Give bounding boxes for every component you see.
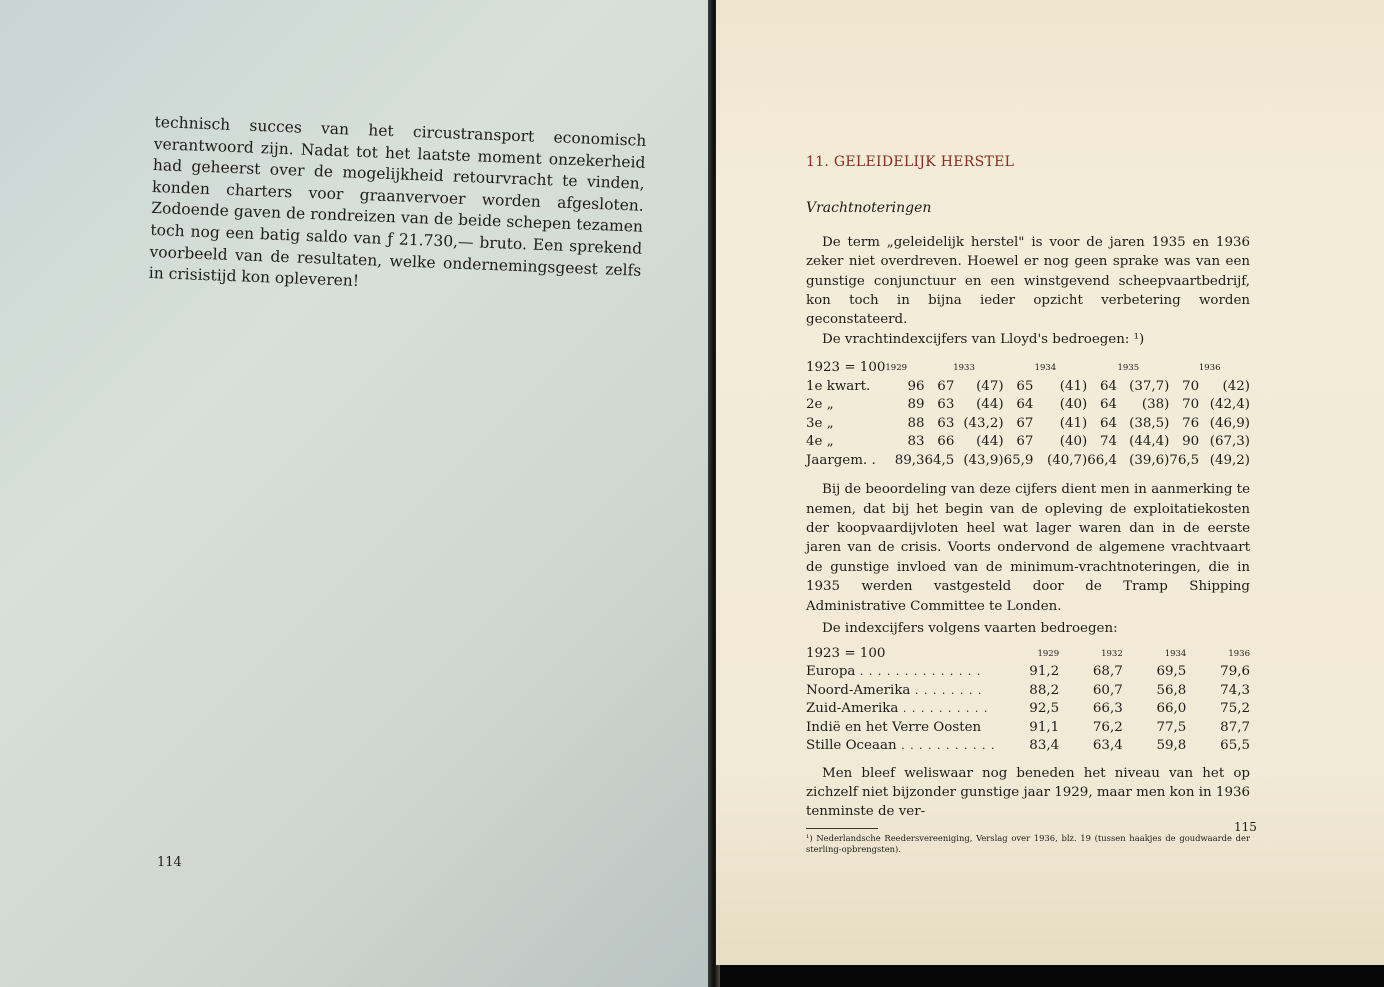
cell: 67: [1016, 434, 1034, 450]
cell: 64,5: [924, 452, 955, 468]
cell: (49,2): [1209, 452, 1250, 468]
cell: 92,5: [1029, 701, 1060, 716]
left-page-number: 114: [157, 855, 182, 870]
table-row: [806, 719, 1250, 738]
cell: 91,1: [1029, 719, 1060, 735]
table-row: [806, 737, 1250, 756]
cell: 68,7: [1092, 664, 1123, 679]
year-header: 1934: [1164, 648, 1187, 659]
cell: 56,8: [1156, 682, 1187, 698]
cell: 64: [1100, 415, 1118, 431]
row-label: 1e kwart.: [806, 378, 871, 394]
leader-dots: . . . . . . . . . . . . . .: [855, 665, 982, 678]
row-label: 4e „: [806, 434, 834, 450]
cell: 69,5: [1156, 664, 1187, 679]
cell: 83,4: [1029, 738, 1060, 753]
chapter-title: 11. GELEIDELIJK HERSTEL: [806, 154, 1015, 170]
cell: 64: [1100, 378, 1118, 394]
row-label: [806, 663, 996, 682]
cell: (43,2): [963, 415, 1004, 431]
table-header-row: [806, 645, 1250, 664]
cell: (41): [1059, 415, 1088, 431]
cell: 66,0: [1156, 701, 1187, 716]
cell: 64: [1100, 397, 1118, 413]
paragraph-1: De term „geleidelijk herstel" is voor de jaren 1935 en 1936 zeker niet overdreven. Hoewel er nog geen sprake was van een gunstige conjunctuur en een winstgevend scheepvaartbedrijf, kon toch in bijna ieder opzicht verbetering worden geconstateerd.: [806, 234, 1250, 328]
leader-dots: . . . . . . . . . .: [898, 702, 989, 715]
cell: (38,5): [1129, 415, 1170, 431]
year-header: 1935: [1117, 363, 1140, 374]
cell: (40,7): [1046, 452, 1088, 468]
cell: 83: [907, 434, 925, 450]
row-label: [806, 737, 996, 756]
cell: (46,9): [1209, 415, 1250, 431]
cell: (38): [1141, 397, 1170, 413]
paragraph-4: De indexcijfers volgens vaarten bedroegen:: [822, 621, 1118, 637]
cell: 63: [937, 397, 955, 413]
cell: 65,9: [1003, 452, 1034, 468]
table-row: [806, 396, 1250, 415]
row-label: 2e „: [806, 397, 834, 413]
cell: 67: [937, 378, 955, 394]
cell: 79,6: [1220, 664, 1250, 679]
cell: 70: [1182, 378, 1200, 394]
year-header: 1936: [1198, 363, 1221, 374]
year-header: 1933: [953, 363, 975, 374]
table-row: [806, 378, 1250, 397]
cell: 91,2: [1029, 664, 1060, 679]
table-row: [806, 700, 1250, 719]
route-name: Zuid-Amerika: [806, 701, 899, 716]
cell: 70: [1182, 397, 1200, 413]
cell: 63,4: [1092, 738, 1123, 753]
table-header-row: [806, 359, 1250, 378]
paragraph-2: De vrachtindexcijfers van Lloyd's bedroegen: ¹): [822, 331, 1145, 347]
cell: (42): [1222, 378, 1250, 394]
cell: 75,2: [1220, 701, 1250, 716]
cell: 88: [907, 415, 925, 431]
route-name: Europa: [806, 664, 856, 679]
year-header: 1929: [885, 363, 908, 374]
cell: (41): [1059, 378, 1088, 394]
table-base: 1923 = 100: [806, 645, 886, 661]
row-label: [806, 682, 996, 701]
cell: (47): [976, 378, 1004, 394]
cell: (37,7): [1129, 378, 1170, 394]
section-subheading: Vrachtnoteringen: [806, 200, 932, 217]
cell: 89,3: [894, 452, 925, 468]
cell: 65: [1016, 378, 1034, 394]
cell: 63: [937, 415, 955, 431]
cell: 60,7: [1092, 682, 1123, 698]
year-header: 1936: [1228, 648, 1250, 659]
cell: (44): [976, 434, 1004, 450]
route-name: Stille Oceaan: [806, 738, 897, 753]
route-name: Indië en het Verre Oosten: [806, 719, 982, 735]
cell: 76,5: [1169, 452, 1200, 468]
cell: 77,5: [1156, 719, 1187, 735]
paragraph-3: Bij de beoordeling van deze cijfers dient men in aanmerking te nemen, dat bij het begin van de opleving de exploitatiekosten der koopvaardijvloten heel wat lager waren dan in de eerste jaren van de crisis. Voorts ondervond de algemene vrachtvaart de gunstige invloed van de minimum-vrachtnoteringen, die in 1935 werden vastgesteld door de Tramp Shipping Administrative Committee te Londen.: [806, 482, 1250, 614]
cell: (43,9): [963, 452, 1004, 468]
cell: 66,3: [1092, 701, 1123, 716]
left-text-block: [148, 112, 646, 304]
right-page-number: 115: [1234, 820, 1257, 834]
cell: 64: [1016, 397, 1034, 413]
cell: 74: [1100, 434, 1118, 450]
leader-dots: . . . . . . . . . . .: [896, 739, 996, 752]
cell: 65,5: [1220, 738, 1250, 753]
footnote-rule: [806, 828, 878, 829]
route-name: Noord-Amerika: [806, 682, 911, 698]
left-paragraph: technisch succes van het circustransport economisch verantwoord zijn. Nadat tot het laatste moment onzekerheid had geheerst over de mogelijkheid retourvracht te vinden, konden charters voor graanvervoer worden afgesloten. Zodoende gaven de rondreizen van de beide schepen tezamen toch nog een batig saldo van ƒ 21.730,— bruto. Een sprekend voorbeeld van de resultaten, welke ondernemingsgeest zelfs in crisistijd kon opleveren!: [148, 112, 647, 291]
cell: 66,4: [1087, 452, 1118, 468]
cell: 67: [1016, 415, 1034, 431]
cell: 76,2: [1092, 719, 1123, 735]
cell: (44,4): [1129, 434, 1170, 450]
lloyds-freight-index-table: [806, 359, 1250, 470]
table-row: [806, 663, 1250, 682]
year-header: 1929: [1037, 648, 1060, 659]
table-row: [806, 415, 1250, 434]
table-base: 1923 = 100: [806, 360, 886, 376]
row-label: [806, 700, 996, 719]
table-row: [806, 452, 1250, 471]
cell: (39,6): [1129, 452, 1170, 468]
cell: 74,3: [1220, 682, 1250, 698]
paragraph-5: Men bleef weliswaar nog beneden het niveau van het op zichzelf niet bijzonder gunstige jaar 1929, maar men kon in 1936 tenminste de ver-: [806, 765, 1250, 820]
year-header: 1934: [1034, 363, 1057, 374]
cell: (42,4): [1209, 397, 1250, 413]
cell: 89: [907, 397, 925, 413]
cell: 59,8: [1156, 738, 1187, 753]
cell: 90: [1182, 434, 1200, 450]
right-text-column: [806, 150, 1250, 855]
row-label: 3e „: [806, 415, 834, 431]
year-header: 1932: [1101, 648, 1123, 659]
leader-dots: . . . . . . . .: [910, 683, 983, 697]
cell: 66: [937, 434, 955, 450]
cell: 87,7: [1220, 719, 1250, 735]
cell: 96: [907, 378, 925, 394]
cell: 88,2: [1029, 682, 1060, 698]
table-row: [806, 682, 1250, 701]
table-row: [806, 433, 1250, 452]
cell: (40): [1059, 434, 1088, 450]
footnote: ¹) Nederlandsche Reedersvereeniging, Verslag over 1936, blz. 19 (tussen haakjes de goudwaarde der sterling-opbrengsten).: [806, 832, 1250, 854]
row-label: Jaargem. .: [806, 452, 876, 468]
row-label: [806, 719, 996, 738]
route-index-table: [806, 645, 1250, 756]
cell: 76: [1182, 415, 1200, 431]
cell: (40): [1059, 397, 1088, 413]
cell: (67,3): [1209, 434, 1250, 450]
cell: (44): [976, 397, 1004, 413]
